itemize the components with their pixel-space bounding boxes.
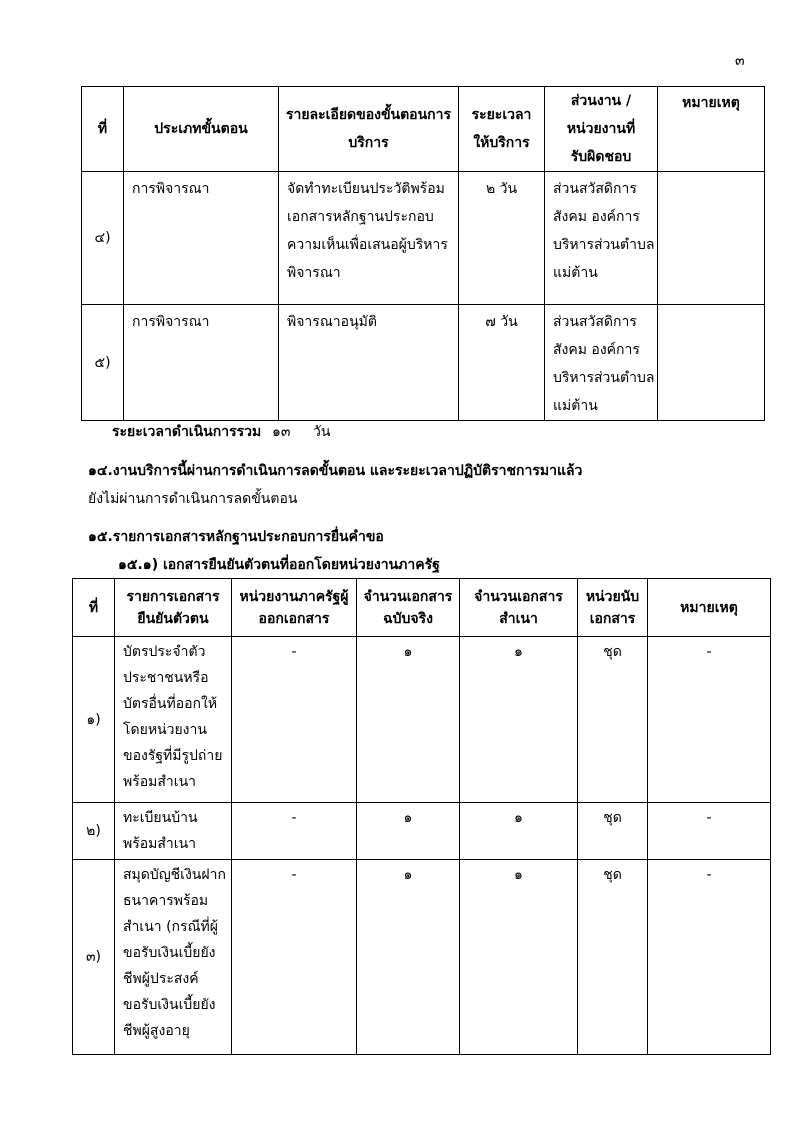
- header-copy-count: จำนวนเอกสาร สำเนา: [460, 579, 578, 637]
- step-duration: ๗ วัน: [459, 305, 545, 421]
- document-name: ทะเบียนบ้าน พร้อมสำเนา: [115, 803, 232, 860]
- section-15-subheading: ๑๕.๑) เอกสารยืนยันตัวตนที่ออกโดยหน่วยงานภาครัฐ: [118, 557, 440, 573]
- step-remark: [658, 172, 765, 305]
- copy-count: ๑: [460, 803, 578, 860]
- header-remark: หมายเหตุ: [648, 579, 771, 637]
- header-issuer: หน่วยงานภาครัฐผู้ ออกเอกสาร: [232, 579, 357, 637]
- count-unit: ชุด: [578, 803, 648, 860]
- header-remark: หมายเหตุ: [658, 87, 765, 172]
- section-14-heading: ๑๔.งานบริการนี้ผ่านการดำเนินการลดขั้นตอน และระยะเวลาปฏิบัติราชการมาแล้ว: [88, 463, 583, 479]
- document-remark: -: [648, 637, 771, 803]
- row-number: ๑): [73, 637, 115, 803]
- table-row: [82, 305, 765, 421]
- header-duration: ระยะเวลา ให้บริการ: [459, 87, 545, 172]
- table-row: [73, 637, 771, 803]
- table-row: [82, 172, 765, 305]
- document-remark: -: [648, 803, 771, 860]
- header-step-detail: รายละเอียดของขั้นตอนการ บริการ: [279, 87, 459, 172]
- table-header-row: [82, 87, 765, 172]
- table-row: [73, 803, 771, 860]
- total-time-label: ระยะเวลาดำเนินการรวม: [112, 424, 262, 440]
- document-name: สมุดบัญชีเงินฝาก ธนาคารพร้อม สำเนา (กรณีที่ผู้ ขอรับเงินเบี้ยยัง ชีพผู้ประสงค์ ขอรับเงินเบี้ยยัง ชีพผู้สูงอายุ: [115, 860, 232, 1055]
- original-count: ๑: [357, 803, 460, 860]
- document-remark: -: [648, 860, 771, 1055]
- responsible-unit: ส่วนสวัสดิการ สังคม องค์การ บริหารส่วนตำบล แม่ต้าน: [545, 172, 658, 305]
- row-number: ๓): [73, 860, 115, 1055]
- step-detail: พิจารณาอนุมัติ: [279, 305, 459, 421]
- identity-documents-table: [72, 578, 771, 1055]
- section-15-heading: ๑๕.รายการเอกสารหลักฐานประกอบการยื่นคำขอ: [88, 529, 384, 545]
- row-number: ๕): [82, 305, 124, 421]
- copy-count: ๑: [460, 860, 578, 1055]
- responsible-unit: ส่วนสวัสดิการ สังคม องค์การ บริหารส่วนตำบล แม่ต้าน: [545, 305, 658, 421]
- step-type: การพิจารณา: [124, 172, 279, 305]
- header-no: ที่: [73, 579, 115, 637]
- section-14-text: ยังไม่ผ่านการดำเนินการลดขั้นตอน: [88, 491, 298, 507]
- table-header-row: [73, 579, 771, 637]
- issuer: -: [232, 860, 357, 1055]
- header-responsible-unit: ส่วนงาน / หน่วยงานที่ รับผิดชอบ: [545, 87, 658, 172]
- step-detail: จัดทำทะเบียนประวัติพร้อม เอกสารหลักฐานประกอบ ความเห็นเพื่อเสนอผู้บริหาร พิจารณา: [279, 172, 459, 305]
- original-count: ๑: [357, 860, 460, 1055]
- step-duration: ๒ วัน: [459, 172, 545, 305]
- service-steps-table: [81, 86, 765, 421]
- header-original-count: จำนวนเอกสาร ฉบับจริง: [357, 579, 460, 637]
- table-row: [73, 860, 771, 1055]
- document-name: บัตรประจำตัว ประชาชนหรือ บัตรอื่นที่ออกให้ โดยหน่วยงาน ของรัฐที่มีรูปถ่าย พร้อมสำเนา: [115, 637, 232, 803]
- original-count: ๑: [357, 637, 460, 803]
- header-no: ที่: [82, 87, 124, 172]
- header-count-unit: หน่วยนับ เอกสาร: [578, 579, 648, 637]
- count-unit: ชุด: [578, 637, 648, 803]
- count-unit: ชุด: [578, 860, 648, 1055]
- step-type: การพิจารณา: [124, 305, 279, 421]
- header-document: รายการเอกสาร ยืนยันตัวตน: [115, 579, 232, 637]
- issuer: -: [232, 803, 357, 860]
- header-step-type: ประเภทขั้นตอน: [124, 87, 279, 172]
- total-time-unit: วัน: [313, 424, 331, 440]
- row-number: ๔): [82, 172, 124, 305]
- row-number: ๒): [73, 803, 115, 860]
- total-time-value: ๑๓: [272, 424, 291, 440]
- issuer: -: [232, 637, 357, 803]
- copy-count: ๑: [460, 637, 578, 803]
- step-remark: [658, 305, 765, 421]
- page-number: ๓: [735, 53, 745, 69]
